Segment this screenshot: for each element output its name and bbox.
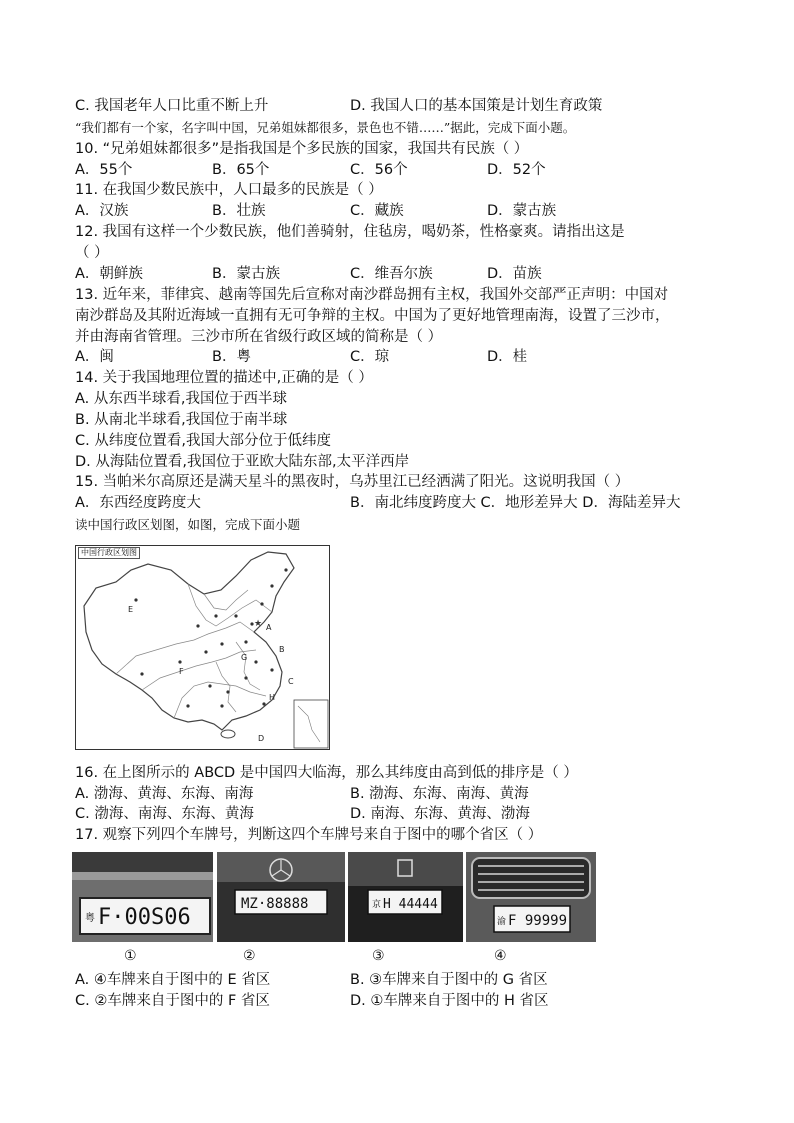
q14-option-b: B. 从南北半球看,我国位于南半球 <box>75 412 288 428</box>
question-13: 13. 近年来，菲律宾、越南等国先后宣称对南沙群岛拥有主权，我国外交部严正声明：中国对 <box>75 287 669 303</box>
question-13-line3: 并由海南省管理。三沙市所在省级行政区域的简称是（ ） <box>75 329 443 345</box>
q13-option-a: A．闽 <box>75 349 114 365</box>
china-map <box>75 545 330 750</box>
map-label-e: E <box>128 605 134 614</box>
plate-4-text: F 99999 <box>508 913 568 929</box>
map-label-d: D <box>258 734 265 743</box>
plate-2-number: ② <box>243 948 256 964</box>
q12-option-b: B．蒙古族 <box>212 266 280 282</box>
q10-option-b: B．65个 <box>212 162 270 178</box>
q12-option-a: A．朝鲜族 <box>75 266 143 282</box>
map-title: 中国行政区划图 <box>78 547 140 559</box>
q10-option-c: C．56个 <box>350 162 408 178</box>
question-12-blank: （ ） <box>75 245 109 261</box>
china-map-drawing <box>76 546 329 749</box>
q14-option-d: D. 从海陆位置看,我国位于亚欧大陆东部,太平洋西岸 <box>75 454 410 470</box>
q13-option-c: C．琼 <box>350 349 390 365</box>
plate-1-number: ① <box>124 948 137 964</box>
q11-option-d: D．蒙古族 <box>487 203 557 219</box>
plate-photo-1 <box>72 852 213 942</box>
plate-photo-2 <box>217 852 345 942</box>
map-label-b: B <box>279 645 285 654</box>
map-label-a: A <box>266 623 272 632</box>
question-15: 15. 当帕米尔高原还是满天星斗的黑夜时，乌苏里江已经洒满了阳光。这说明我国（ ） <box>75 474 630 490</box>
question-12: 12. 我国有这样一个少数民族，他们善骑射，住毡房，喝奶茶，性格豪爽。请指出这是 <box>75 224 625 240</box>
q10-option-d: D．52个 <box>487 162 546 178</box>
question-13-line2: 南沙群岛及其附近海域一直拥有无可争辩的主权。中国为了更好地管理南海，设置了三沙市， <box>75 308 670 324</box>
question-14: 14. 关于我国地理位置的描述中,正确的是（ ） <box>75 370 373 386</box>
q17-option-a: A. ④车牌来自于图中的 E 省区 <box>75 972 271 988</box>
q17-option-b: B. ③车牌来自于图中的 G 省区 <box>350 972 548 988</box>
q15-options-bcd: B．南北纬度跨度大 C．地形差异大 D．海陆差异大 <box>350 495 681 511</box>
q11-option-c: C．藏族 <box>350 203 404 219</box>
q17-option-c: C. ②车牌来自于图中的 F 省区 <box>75 993 270 1009</box>
q11-option-b: B．壮族 <box>212 203 266 219</box>
plate-2-text: MZ·88888 <box>241 896 309 912</box>
map-label-h: H <box>269 693 276 702</box>
plate-3-number: ③ <box>372 948 385 964</box>
map-intro: 读中国行政区划图，如图，完成下面小题 <box>75 517 301 532</box>
q9-option-c: C. 我国老年人口比重不断上升 <box>75 98 269 114</box>
plate-4-prefix: 渝 <box>497 917 507 927</box>
q13-option-d: D．桂 <box>487 349 528 365</box>
plate-3-text: H 44444 <box>383 897 438 912</box>
q12-option-d: D．苗族 <box>487 266 542 282</box>
q16-option-d: D. 南海、东海、黄海、渤海 <box>350 806 530 822</box>
q16-option-b: B. 渤海、东海、南海、黄海 <box>350 786 529 802</box>
plate-3-prefix: 京 <box>372 900 382 910</box>
q9-option-d: D. 我国人口的基本国策是计划生育政策 <box>350 98 603 114</box>
passage-intro: “我们都有一个家，名字叫中国，兄弟姐妹都很多，景色也不错……”据此，完成下面小题。 <box>75 120 576 135</box>
question-17: 17. 观察下列四个车牌号，判断这四个车牌号来自于图中的哪个省区（ ） <box>75 827 543 843</box>
plate-4-number: ④ <box>494 948 507 964</box>
plate-1-prefix: 粤 <box>85 913 95 924</box>
map-label-g: G <box>241 653 248 662</box>
q17-option-d: D. ①车牌来自于图中的 H 省区 <box>350 993 549 1009</box>
question-11: 11. 在我国少数民族中，人口最多的民族是（ ） <box>75 182 383 198</box>
q14-option-a: A. 从东西半球看,我国位于西半球 <box>75 391 287 407</box>
question-16: 16. 在上图所示的 ABCD 是中国四大临海，那么其纬度由高到低的排序是（ ） <box>75 765 578 781</box>
q13-option-b: B．粤 <box>212 349 251 365</box>
q16-option-c: C. 渤海、南海、东海、黄海 <box>75 806 254 822</box>
svg-text:★: ★ <box>254 619 263 629</box>
q14-option-c: C. 从纬度位置看,我国大部分位于低纬度 <box>75 433 331 449</box>
q16-option-a: A. 渤海、黄海、东海、南海 <box>75 786 254 802</box>
plate-photo-3 <box>348 852 463 942</box>
plate-photo-4 <box>466 852 596 942</box>
plate-1-text: F·00S06 <box>98 905 191 930</box>
q12-option-c: C．维吾尔族 <box>350 266 433 282</box>
q10-option-a: A．55个 <box>75 162 133 178</box>
map-label-c: C <box>288 677 294 686</box>
map-label-f: F <box>179 667 184 676</box>
question-10: 10. “兄弟姐妹都很多”是指我国是个多民族的国家，我国共有民族（ ） <box>75 141 529 157</box>
q11-option-a: A．汉族 <box>75 203 129 219</box>
q15-option-a: A．东西经度跨度大 <box>75 495 201 511</box>
